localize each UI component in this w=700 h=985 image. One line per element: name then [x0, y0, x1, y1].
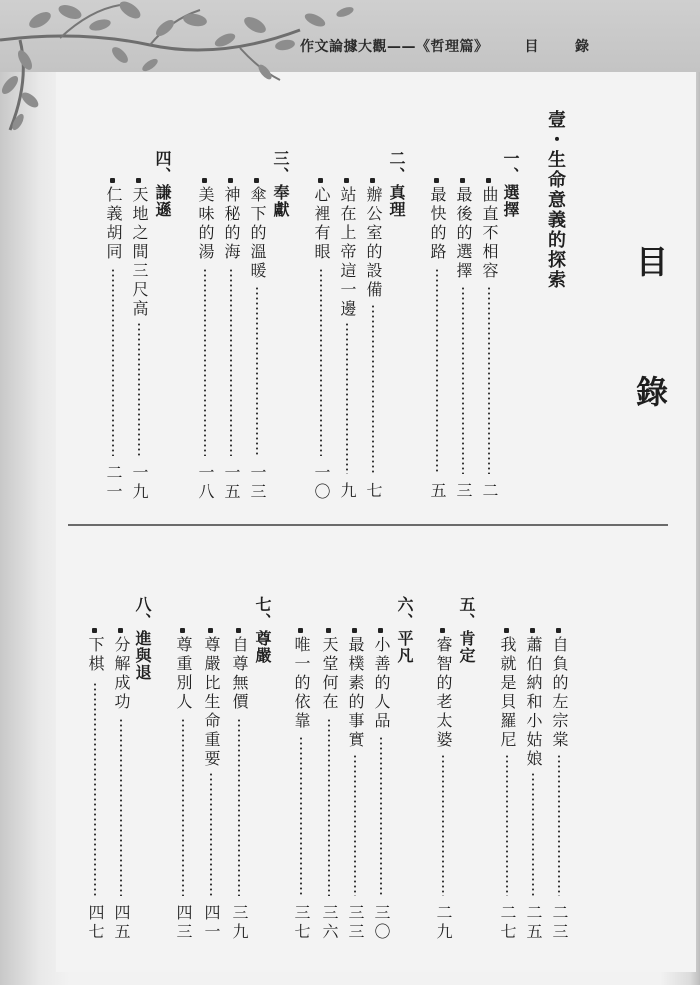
toc-entry-leader [532, 772, 534, 896]
section-title: 七、尊嚴 [253, 596, 272, 664]
toc-entry-page: 四五 [112, 904, 131, 942]
running-header [300, 36, 590, 56]
toc-entry-page: 二一 [104, 464, 123, 502]
toc-entry-leader [238, 718, 240, 896]
toc-entry-bullet [110, 178, 115, 183]
toc-entry-title: 小善的人品 [372, 636, 391, 731]
toc-entry-bullet [440, 628, 445, 633]
toc-entry-bullet [202, 178, 207, 183]
toc-entry-page: 四七 [86, 904, 105, 942]
toc-entry-leader [506, 754, 508, 896]
toc-entry-page: 三 [454, 482, 473, 501]
toc-entry-page: 三三 [346, 904, 365, 942]
toc-entry-title: 站在上帝這一邊 [338, 186, 357, 319]
toc-entry-leader [462, 286, 464, 474]
toc-entry-leader [204, 268, 206, 456]
tree-branch-illustration [0, 0, 380, 140]
toc-entry-bullet [92, 628, 97, 633]
toc-entry-leader [328, 718, 330, 896]
toc-entry-page: 四一 [202, 904, 221, 942]
section-title: 一、選擇 [501, 150, 520, 218]
toc-entry-bullet [228, 178, 233, 183]
toc-entry-title: 最樸素的事實 [346, 636, 365, 750]
toc-entry-bullet [344, 178, 349, 183]
section-title: 三、奉獻 [271, 150, 290, 218]
section-title: 五、肯定 [457, 596, 476, 664]
toc-entry-page: 一三 [248, 464, 267, 502]
toc-entry-leader [436, 268, 438, 474]
toc-entry-bullet [326, 628, 331, 633]
toc-entry-bullet [318, 178, 323, 183]
section-title: 八、進與退 [133, 596, 152, 681]
section-divider [68, 524, 668, 526]
toc-entry-title: 唯一的依靠 [292, 636, 311, 731]
toc-entry-leader [442, 754, 444, 896]
toc-entry-page: 二七 [498, 904, 517, 942]
toc-entry-page: 二九 [434, 904, 453, 942]
toc-entry-bullet [254, 178, 259, 183]
toc-entry-page: 二 [480, 482, 499, 501]
toc-entry-leader [182, 718, 184, 896]
toc-entry-bullet [504, 628, 509, 633]
toc-entry-title: 自負的左宗棠 [550, 636, 569, 750]
toc-entry-page: 三〇 [372, 904, 391, 942]
toc-entry-title: 曲直不相容 [480, 186, 499, 281]
toc-entry-title: 美味的湯 [196, 186, 215, 262]
toc-entry-title: 尊嚴比生命重要 [202, 636, 221, 769]
toc-entry-page: 三九 [230, 904, 249, 942]
part-title: 壹・生命意義的探索 [545, 110, 566, 290]
toc-entry-title: 下棋 [86, 636, 105, 674]
toc-entry-page: 九 [338, 482, 357, 501]
toc-entry-bullet [378, 628, 383, 633]
toc-entry-leader [138, 322, 140, 456]
toc-entry-leader [230, 268, 232, 456]
toc-entry-leader [346, 322, 348, 474]
toc-entry-page: 二三 [550, 904, 569, 942]
toc-entry-title: 天地之間三尺高 [130, 186, 149, 319]
section-title: 四、謙遜 [153, 150, 172, 218]
toc-entry-leader [94, 682, 96, 896]
toc-entry-leader [300, 736, 302, 896]
toc-entry-bullet [460, 178, 465, 183]
running-header-section2: 錄 [575, 39, 590, 55]
section-title: 二、真理 [387, 150, 406, 218]
toc-entry-leader [558, 754, 560, 896]
toc-entry-leader [380, 736, 382, 896]
toc-entry-page: 五 [428, 482, 447, 501]
toc-entry-page: 一八 [196, 464, 215, 502]
toc-entry-title: 睿智的老太婆 [434, 636, 453, 750]
toc-entry-title: 辦公室的設備 [364, 186, 383, 300]
toc-entry-bullet [118, 628, 123, 633]
toc-entry-title: 神秘的海 [222, 186, 241, 262]
toc-entry-bullet [370, 178, 375, 183]
toc-entry-bullet [352, 628, 357, 633]
toc-heading-char-2: 錄 [636, 373, 669, 411]
toc-entry-title: 傘下的溫暖 [248, 186, 267, 281]
toc-entry-bullet [486, 178, 491, 183]
toc-entry-bullet [556, 628, 561, 633]
toc-entry-leader [120, 718, 122, 896]
toc-entry-title: 最後的選擇 [454, 186, 473, 281]
toc-heading-char-1: 目 [636, 243, 669, 281]
toc-entry-leader [112, 268, 114, 456]
toc-entry-page: 四三 [174, 904, 193, 942]
section-title: 六、平凡 [395, 596, 414, 664]
toc-entry-title: 蕭伯納和小姑娘 [524, 636, 543, 769]
toc-entry-bullet [180, 628, 185, 633]
toc-entry-page: 七 [364, 482, 383, 501]
running-header-title: 作文論據大觀——《哲理篇》 [300, 39, 489, 55]
toc-entry-page: 一五 [222, 464, 241, 502]
toc-entry-title: 自尊無價 [230, 636, 249, 712]
toc-entry-title: 天堂何在 [320, 636, 339, 712]
toc-entry-page: 一九 [130, 464, 149, 502]
toc-entry-page: 二五 [524, 904, 543, 942]
toc-entry-page: 三六 [320, 904, 339, 942]
toc-entry-leader [256, 286, 258, 456]
toc-entry-title: 心裡有眼 [312, 186, 331, 262]
toc-entry-title: 仁義胡同 [104, 186, 123, 262]
toc-entry-page: 一〇 [312, 464, 331, 502]
toc-entry-leader [210, 772, 212, 896]
toc-entry-leader [372, 304, 374, 474]
toc-entry-bullet [208, 628, 213, 633]
toc-entry-leader [320, 268, 322, 456]
toc-entry-title: 最快的路 [428, 186, 447, 262]
toc-entry-bullet [298, 628, 303, 633]
toc-entry-title: 尊重別人 [174, 636, 193, 712]
running-header-section: 目 [524, 39, 539, 55]
toc-entry-leader [488, 286, 490, 474]
toc-entry-bullet [236, 628, 241, 633]
toc-entry-bullet [530, 628, 535, 633]
toc-entry-bullet [434, 178, 439, 183]
toc-entry-title: 分解成功 [112, 636, 131, 712]
toc-entry-bullet [136, 178, 141, 183]
toc-entry-page: 三七 [292, 904, 311, 942]
toc-entry-title: 我就是貝羅尼 [498, 636, 517, 750]
toc-entry-leader [354, 754, 356, 896]
